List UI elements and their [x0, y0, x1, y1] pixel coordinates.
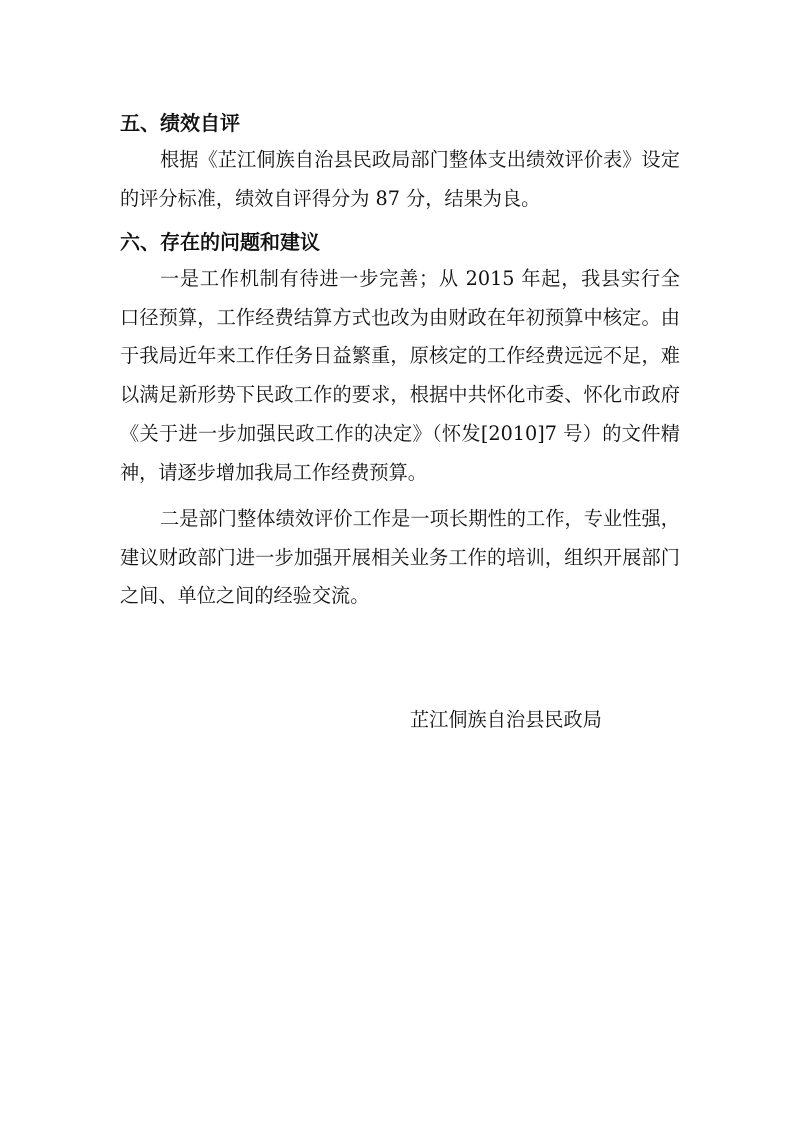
signature-organization: 芷江侗族自治县民政局 [410, 708, 602, 731]
paragraph-problem-two: 二是部门整体绩效评价工作是一项长期性的工作，专业性强，建议财政部门进一步加强开展相关业务工作的培训，组织开展部门之间、单位之间的经验交流。 [120, 507, 680, 608]
section-heading-problems-and-suggestions: 六、存在的问题和建议 [120, 230, 320, 254]
paragraph-problem-one: 一是工作机制有待进一步完善；从 2015 年起，我县实行全口径预算，工作经费结算方式也改为由财政在年初预算中核定。由于我局近年来工作任务日益繁重，原核定的工作经费远远不足，难以满足新形势下民政工作的要求，根据中共怀化市委、怀化市政府《关于进一步加强民政工作的决定》（怀发[2010]7 号）的文件精神，请逐步增加我局工作经费预算。 [120, 267, 680, 484]
paragraph-self-evaluation-score: 根据《芷江侗族自治县民政局部门整体支出绩效评价表》设定的评分标准，绩效自评得分为 87 分，结果为良。 [120, 148, 680, 210]
section-heading-performance-self-evaluation: 五、绩效自评 [120, 111, 240, 135]
